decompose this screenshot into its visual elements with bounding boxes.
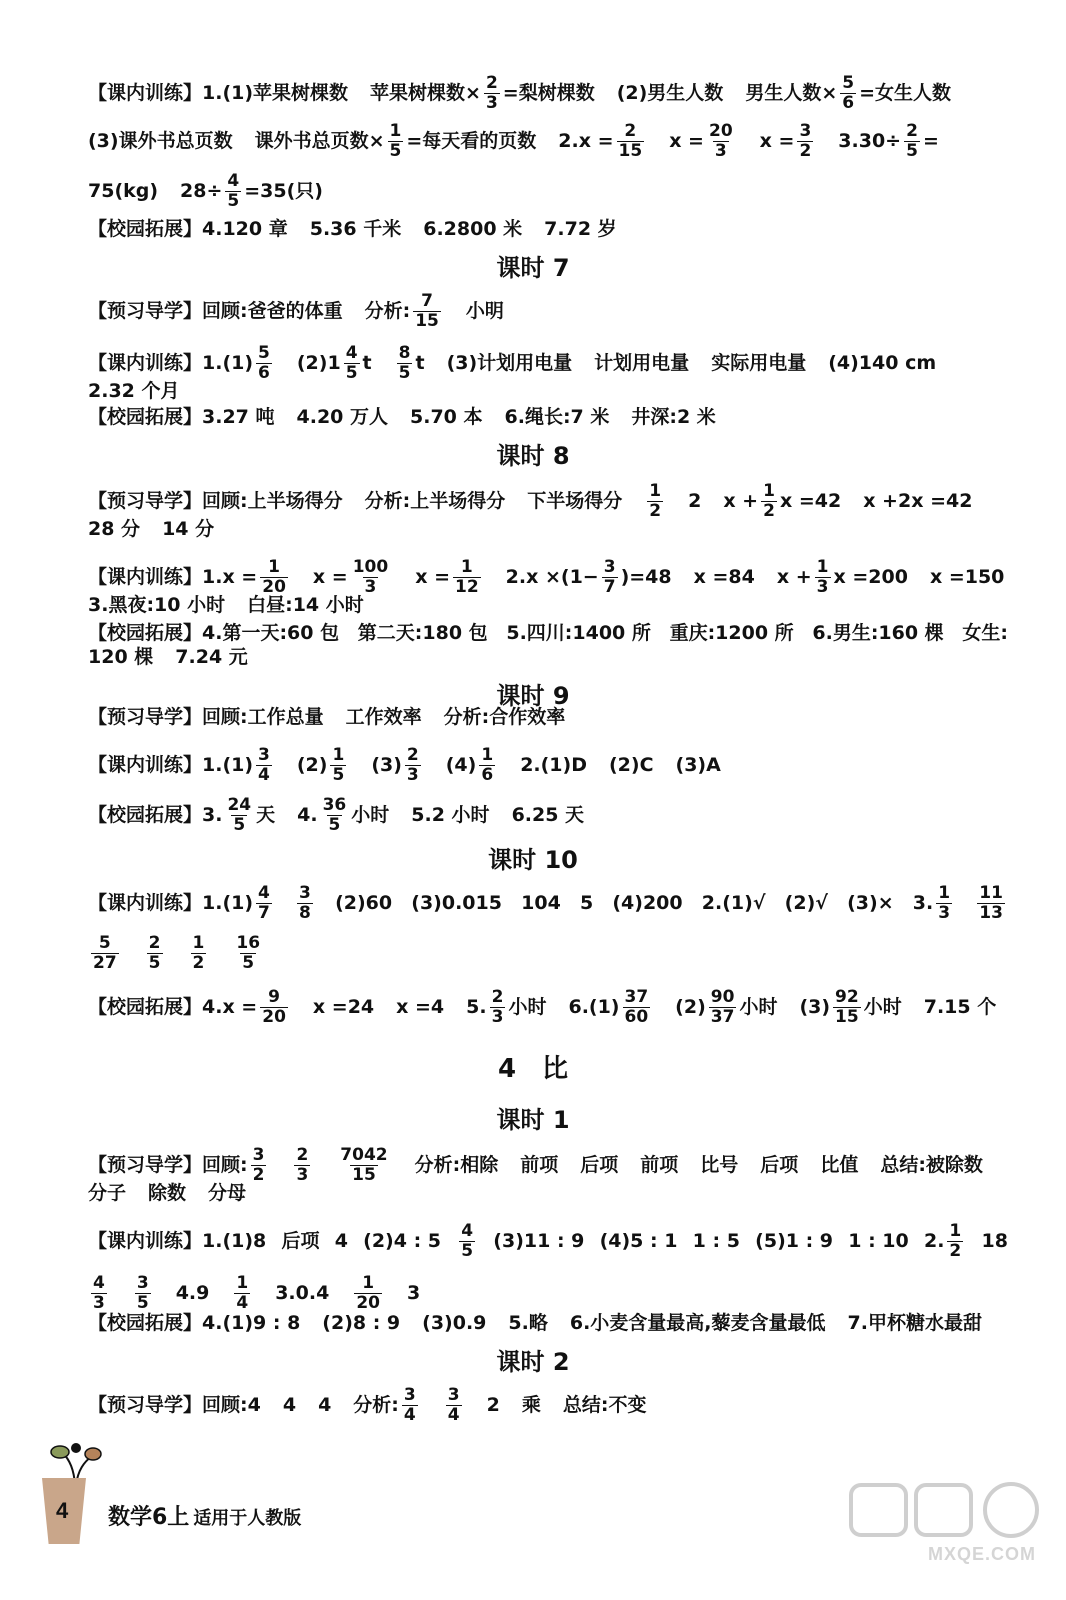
answer-text: 总结:被除数 <box>880 1153 983 1176</box>
answer-text: 总结:不变 <box>562 1393 647 1416</box>
answer-text: 6.(1) <box>568 995 620 1018</box>
answer-text: 1 : 5 <box>692 1229 740 1252</box>
answer-line <box>88 74 1008 112</box>
answer-text: 7.15 个 <box>923 995 997 1018</box>
answer-line <box>88 934 1008 972</box>
answer-text: x =150 <box>929 565 1005 588</box>
answer-text: (4)140 cm <box>828 351 937 374</box>
answer-text: x + <box>723 489 759 512</box>
answer-line <box>88 884 1008 922</box>
watermark-text: MXQE.COM <box>927 1544 1036 1564</box>
answer-line <box>88 1314 1008 1333</box>
fraction: $\frac{3}{4}$ <box>447 1385 460 1425</box>
fraction: $\frac{8}{5}$ <box>398 343 411 383</box>
answer-line <box>88 382 1008 401</box>
answer-text: 除数 <box>148 1182 187 1204</box>
answer-text: 2.x ×(1− <box>505 565 599 588</box>
fraction: $\frac{2}{3}$ <box>485 73 498 113</box>
answer-text: 后项 <box>281 1229 320 1252</box>
fraction: $\frac{1}{20}$ <box>262 557 286 597</box>
answer-text: (3)计划用电量 <box>446 351 573 374</box>
answer-text: 小时 <box>863 995 902 1018</box>
answer-line <box>88 1274 1008 1312</box>
answer-text: (5)1 : 9 <box>755 1229 834 1252</box>
answer-text: 3.0.4 <box>275 1281 330 1304</box>
answer-text: 2. <box>923 1229 945 1252</box>
answer-text: (2) <box>296 753 328 776</box>
answer-text: 6.小麦含量最高,藜麦含量最低 <box>569 1312 826 1334</box>
answer-text: 小时 <box>508 995 547 1018</box>
answer-text: 【校园拓展】4.120 章 <box>88 218 288 240</box>
answer-line <box>88 292 1008 330</box>
answer-text: =35(只) <box>244 179 323 202</box>
answer-text: x = <box>415 565 450 588</box>
answer-text: 2.x = <box>558 129 614 152</box>
answer-text: (2)8 : 9 <box>322 1312 401 1334</box>
answer-text: 7.72 岁 <box>544 218 617 240</box>
answer-text: 【课内训练】1.x = <box>88 565 258 588</box>
answer-text: (4)200 <box>612 891 683 914</box>
answer-text: 【校园拓展】3.27 吨 <box>88 406 275 428</box>
answer-text: =每天看的页数 <box>406 129 537 152</box>
answer-text: 计划用电量 <box>594 351 690 374</box>
answer-text: 2.(1)D <box>520 753 587 776</box>
answer-text: 2.32 个月 <box>88 380 180 402</box>
answer-text: (2)4 : 5 <box>363 1229 442 1252</box>
fraction: $\frac{3}{2}$ <box>252 1145 265 1185</box>
answer-text: (2)男生人数 <box>616 81 724 104</box>
answer-text: x = <box>759 129 795 152</box>
fraction: $\frac{11}{13}$ <box>979 883 1003 923</box>
answer-text: (3) <box>371 753 402 776</box>
answer-text: 男生人数× <box>745 81 838 104</box>
answer-text: (2)60 <box>335 891 393 914</box>
answer-text: 4.20 万人 <box>296 406 388 428</box>
answer-text: 重庆:1200 所 <box>669 622 794 644</box>
answer-text: t <box>362 351 372 374</box>
answer-text: 【预习导学】回顾: <box>88 1153 248 1176</box>
answer-line <box>88 746 1008 784</box>
answer-line <box>88 558 1008 596</box>
fraction: $\frac{3}{2}$ <box>799 121 812 161</box>
answer-text: 6.2800 米 <box>423 218 523 240</box>
answer-text: 3.黑夜:10 小时 <box>88 594 226 616</box>
answer-text: 4 <box>318 1393 332 1416</box>
answer-text: (3) <box>799 995 831 1018</box>
answer-text: =梨树棵数 <box>502 81 595 104</box>
fraction: $\frac{7}{15}$ <box>415 291 439 331</box>
answer-text: 乘 <box>521 1393 541 1416</box>
answer-text: x =42 <box>779 489 842 512</box>
answer-text: 28 分 <box>88 518 141 540</box>
lesson-heading-8: 课时 8 <box>496 442 570 470</box>
answer-text: 5.2 小时 <box>411 803 490 826</box>
fraction: $\frac{37}{60}$ <box>624 987 649 1027</box>
fraction: $\frac{1}{4}$ <box>236 1273 249 1313</box>
answer-text: 28÷ <box>180 179 223 202</box>
lesson-heading-10: 课时 10 <box>488 846 578 874</box>
answer-text: x =200 <box>833 565 908 588</box>
fraction: $\frac{2}{5}$ <box>906 121 918 161</box>
book-subtitle: 适用于人教版 <box>193 1508 302 1529</box>
answer-text: (2)C <box>608 753 654 776</box>
answer-text: 4 <box>282 1393 297 1416</box>
answer-text: 【课内训练】1.(1)8 <box>88 1229 267 1252</box>
answer-text: 【校园拓展】4.x = <box>88 995 258 1018</box>
fraction: $\frac{5}{6}$ <box>842 73 855 113</box>
fraction: $\frac{16}{5}$ <box>236 933 261 973</box>
fraction: $\frac{1}{5}$ <box>332 745 345 785</box>
answer-line <box>88 220 1008 239</box>
answer-line <box>88 988 1008 1026</box>
fraction: $\frac{3}{5}$ <box>136 1273 149 1313</box>
answer-line <box>88 624 1008 643</box>
answer-text: 5.略 <box>508 1312 548 1334</box>
answer-text: (3)课外书总页数 <box>88 129 233 152</box>
answer-line <box>88 1386 1008 1424</box>
answer-text: 比号 <box>700 1153 739 1176</box>
fraction: $\frac{1}{2}$ <box>763 481 775 521</box>
answer-text: 小明 <box>465 299 504 322</box>
answer-text: 分析:上半场得分 <box>364 489 506 512</box>
answer-text: 3.30÷ <box>838 129 902 152</box>
answer-text: 前项 <box>640 1153 679 1176</box>
lesson-heading-9: 课时 9 <box>496 682 570 710</box>
answer-text: 7.甲杯糖水最甜 <box>847 1312 982 1334</box>
answer-text: (3)0.9 <box>422 1312 487 1334</box>
answer-line <box>88 344 1008 382</box>
answer-text: 104 <box>521 891 561 914</box>
answer-text: 后项 <box>760 1153 799 1176</box>
fraction: $\frac{3}{4}$ <box>403 1385 416 1425</box>
answer-text: 【课内训练】1.(1) <box>88 351 254 374</box>
book-title-main: 数学6上 <box>108 1505 190 1530</box>
fraction: $\frac{1}{20}$ <box>356 1273 380 1313</box>
fraction: $\frac{1}{12}$ <box>455 557 479 597</box>
answer-text: t <box>415 351 425 374</box>
answer-text: 【课内训练】1.(1)苹果树棵数 <box>88 81 349 104</box>
answer-text: 【课内训练】1.(1) <box>88 753 254 776</box>
answer-text: 3. <box>912 891 934 914</box>
answer-text: )=48 <box>620 565 672 588</box>
fraction: $\frac{90}{37}$ <box>710 987 735 1027</box>
fraction: $\frac{4}{7}$ <box>258 883 270 923</box>
fraction: $\frac{7042}{15}$ <box>340 1145 388 1185</box>
answer-line <box>88 172 1008 210</box>
answer-line <box>88 796 1008 834</box>
answer-text: 5.四川:1400 所 <box>506 622 651 644</box>
fraction: $\frac{9}{20}$ <box>262 987 286 1027</box>
watermark-icon <box>846 1480 1046 1540</box>
fraction: $\frac{5}{27}$ <box>93 933 117 973</box>
answer-text: 4 <box>334 1229 348 1252</box>
fraction: $\frac{1}{3}$ <box>938 883 951 923</box>
answer-text: 5. <box>466 995 487 1018</box>
fraction: $\frac{3}{4}$ <box>258 745 270 785</box>
answer-text: 分母 <box>208 1182 247 1204</box>
answer-text: x = <box>312 565 348 588</box>
answer-text: 分析:合作效率 <box>443 706 566 728</box>
answer-text: x =4 <box>396 995 445 1018</box>
page-number: 4 <box>56 1498 69 1523</box>
answer-text: 4. <box>297 803 318 826</box>
answer-text: (2)√ <box>784 891 828 914</box>
answer-text: 7.24 元 <box>175 646 248 668</box>
answer-text: 分析: <box>353 1393 399 1416</box>
answer-line <box>88 520 1008 539</box>
answer-text: x + <box>776 565 812 588</box>
answer-text: (3)× <box>847 891 894 914</box>
answer-text: 苹果树棵数× <box>370 81 481 104</box>
fraction: $\frac{3}{8}$ <box>299 883 311 923</box>
answer-text: 6.绳长:7 米 <box>504 406 610 428</box>
answer-text: x +2x =42 <box>863 489 973 512</box>
answer-text: 2 <box>688 489 702 512</box>
fraction: $\frac{3}{7}$ <box>603 557 616 597</box>
answer-line <box>88 596 1008 615</box>
answer-text: 【预习导学】回顾:爸爸的体重 <box>88 299 343 322</box>
answer-line <box>88 648 1008 667</box>
answer-text: 18 <box>981 1229 1008 1252</box>
fraction: $\frac{1}{6}$ <box>481 745 494 785</box>
answer-text: 小时 <box>739 995 778 1018</box>
page-footer <box>30 1440 1066 1570</box>
answer-line <box>88 482 1008 520</box>
fraction: $\frac{2}{3}$ <box>491 987 504 1027</box>
answer-text: 小时 <box>351 803 390 826</box>
answer-text: 【校园拓展】4.(1)9 : 8 <box>88 1312 301 1334</box>
answer-text: 前项 <box>520 1153 559 1176</box>
fraction: $\frac{92}{15}$ <box>835 987 859 1027</box>
fraction: $\frac{2}{5}$ <box>148 933 161 973</box>
mixed-number: 1 $\frac{4}{5}$ <box>327 343 358 383</box>
answer-text: 6.男生:160 棵 <box>812 622 944 644</box>
answer-text: 【预习导学】回顾:上半场得分 <box>88 489 343 512</box>
answer-text: =女生人数 <box>859 81 951 104</box>
answer-text: 第二天:180 包 <box>357 622 488 644</box>
unit-heading-4: 4 比 <box>497 1054 569 1084</box>
answer-text: 分析: <box>364 299 411 322</box>
answer-text: 5.36 千米 <box>309 218 402 240</box>
answer-text: 【预习导学】回顾:4 <box>88 1393 261 1416</box>
answer-text: 分析:相除 <box>414 1153 499 1176</box>
fraction: $\frac{36}{5}$ <box>322 795 347 835</box>
book-title <box>108 1500 301 1531</box>
answer-text: 分子 <box>88 1182 127 1204</box>
answer-text: 白昼:14 小时 <box>247 594 364 616</box>
answer-line <box>88 408 1008 427</box>
answer-line <box>88 1184 1008 1203</box>
answer-text: x =24 <box>312 995 375 1018</box>
answer-text: 【校园拓展】4.第一天:60 包 <box>88 622 340 644</box>
answer-text: 6.25 天 <box>511 803 585 826</box>
fraction: $\frac{1}{2}$ <box>192 933 205 973</box>
answer-text: 2 <box>486 1393 500 1416</box>
answer-text: 天 <box>256 803 276 826</box>
answer-text: 120 棵 <box>88 646 154 668</box>
answer-text: (4)5 : 1 <box>599 1229 678 1252</box>
fraction: $\frac{100}{3}$ <box>352 557 389 597</box>
answer-text: 下半场得分 <box>527 489 623 512</box>
fraction: $\frac{1}{2}$ <box>649 481 662 521</box>
answer-text: (3)11 : 9 <box>493 1229 585 1252</box>
fraction: $\frac{2}{3}$ <box>406 745 419 785</box>
answer-text: 1 : 10 <box>848 1229 909 1252</box>
unit4-lesson-heading-1: 课时 1 <box>496 1106 570 1134</box>
answer-text: x =84 <box>693 565 755 588</box>
answer-text: (3)0.015 <box>411 891 502 914</box>
watermark-logo <box>846 1480 1046 1565</box>
answer-text: 工作效率 <box>345 706 422 728</box>
answer-line <box>88 1222 1008 1260</box>
fraction: $\frac{1}{3}$ <box>816 557 829 597</box>
answer-text: 后项 <box>580 1153 619 1176</box>
answer-text: 女生: <box>962 622 1008 644</box>
fraction: $\frac{4}{3}$ <box>93 1273 105 1313</box>
answer-text: 5 <box>579 891 594 914</box>
fraction: $\frac{1}{5}$ <box>389 121 402 161</box>
answer-text: = <box>922 129 939 152</box>
answer-text: 3 <box>406 1281 421 1304</box>
fraction: $\frac{5}{6}$ <box>258 343 270 383</box>
answer-text: 实际用电量 <box>711 351 807 374</box>
unit4-lesson-heading-2: 课时 2 <box>496 1348 570 1376</box>
answer-text: 4.9 <box>175 1281 210 1304</box>
answer-text: 比值 <box>820 1153 859 1176</box>
fraction: $\frac{2}{3}$ <box>296 1145 309 1185</box>
answer-text: 井深:2 米 <box>631 406 716 428</box>
answer-text: x = <box>669 129 704 152</box>
fraction: $\frac{20}{3}$ <box>708 121 733 161</box>
answer-text: (2) <box>675 995 706 1018</box>
answer-text: 2.(1)√ <box>701 891 766 914</box>
fraction: $\frac{1}{2}$ <box>949 1221 962 1261</box>
answer-line <box>88 122 1008 160</box>
answer-text: (2) <box>296 351 328 374</box>
answer-line <box>88 1146 1008 1184</box>
answer-text: 【课内训练】1.(1) <box>88 891 254 914</box>
lesson-heading-7: 课时 7 <box>496 254 570 282</box>
answer-text: 【校园拓展】3. <box>88 803 223 826</box>
fraction: $\frac{24}{5}$ <box>227 795 252 835</box>
fraction: $\frac{2}{15}$ <box>618 121 643 161</box>
fraction: $\frac{4}{5}$ <box>461 1221 474 1261</box>
answer-text: 75(kg) <box>88 179 159 202</box>
fraction: $\frac{4}{5}$ <box>227 171 240 211</box>
answer-text: 14 分 <box>162 518 215 540</box>
answer-text: 5.70 本 <box>410 406 483 428</box>
answer-text: 【预习导学】回顾:工作总量 <box>88 706 324 728</box>
answer-text: 课外书总页数× <box>254 129 385 152</box>
answer-text: (4) <box>445 753 477 776</box>
answer-text: (3)A <box>675 753 721 776</box>
